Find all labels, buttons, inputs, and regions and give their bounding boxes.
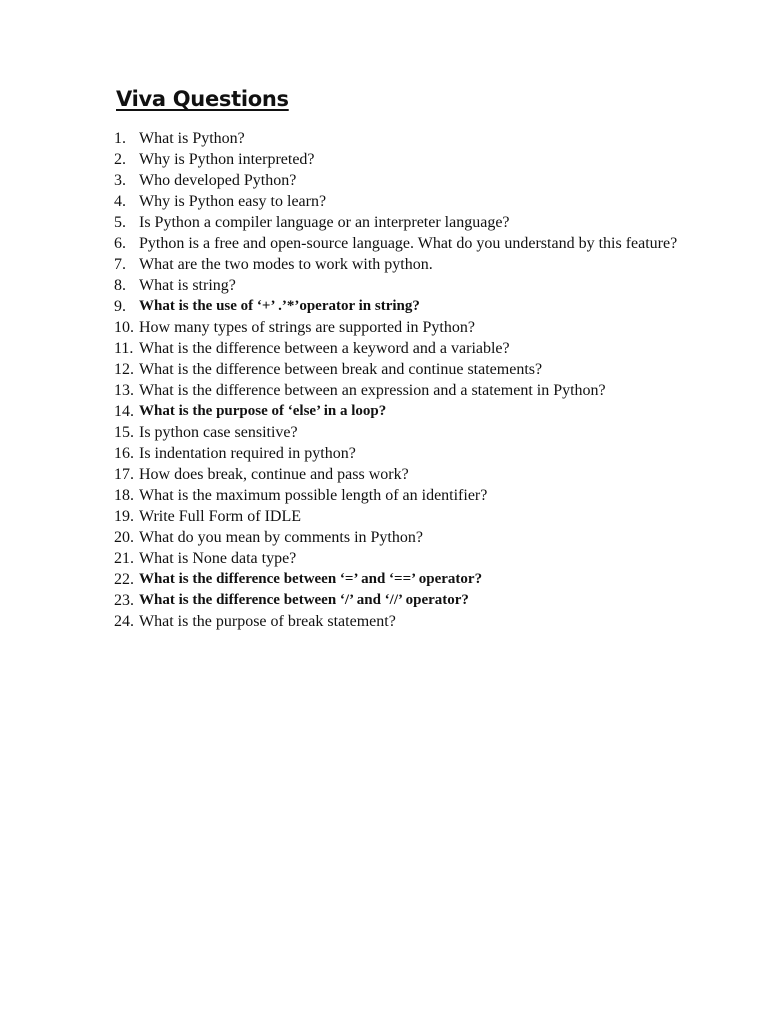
question-number: 24. xyxy=(114,613,134,630)
question-number: 1. xyxy=(114,130,126,147)
question-text: What do you mean by comments in Python? xyxy=(139,529,423,546)
question-number: 18. xyxy=(114,487,134,504)
list-item xyxy=(114,590,714,611)
list-item xyxy=(114,443,714,464)
question-number: 19. xyxy=(114,508,134,525)
list-item xyxy=(114,275,714,296)
question-text: Is Python a compiler language or an interpreter language? xyxy=(139,214,510,231)
question-number: 14. xyxy=(114,403,134,420)
list-item xyxy=(114,611,714,632)
question-list xyxy=(114,128,714,632)
list-item xyxy=(114,212,714,233)
question-text: What is the purpose of break statement? xyxy=(139,613,396,630)
list-item xyxy=(114,464,714,485)
question-text: Write Full Form of IDLE xyxy=(139,508,301,525)
question-number: 11. xyxy=(114,340,134,357)
question-number: 2. xyxy=(114,151,126,168)
question-text: What is the use of ‘+’ .’*’operator in string? xyxy=(139,298,420,314)
list-item xyxy=(114,380,714,401)
list-item xyxy=(114,296,714,317)
list-item xyxy=(114,422,714,443)
question-text: Is python case sensitive? xyxy=(139,424,298,441)
question-text: What is the difference between an expression and a statement in Python? xyxy=(139,382,606,399)
question-number: 12. xyxy=(114,361,134,378)
question-text: What is the purpose of ‘else’ in a loop? xyxy=(139,403,387,419)
question-text: Who developed Python? xyxy=(139,172,297,189)
page-title: Viva Questions xyxy=(116,87,289,111)
question-number: 9. xyxy=(114,298,126,315)
question-number: 17. xyxy=(114,466,134,483)
question-number: 15. xyxy=(114,424,134,441)
list-item xyxy=(114,317,714,338)
list-item xyxy=(114,569,714,590)
question-number: 13. xyxy=(114,382,134,399)
question-text: Why is Python interpreted? xyxy=(139,151,315,168)
question-number: 22. xyxy=(114,571,134,588)
question-text: How does break, continue and pass work? xyxy=(139,466,409,483)
question-text: Is indentation required in python? xyxy=(139,445,356,462)
question-number: 3. xyxy=(114,172,126,189)
question-number: 16. xyxy=(114,445,134,462)
question-text: What is the difference between break and continue statements? xyxy=(139,361,543,378)
question-text: Python is a free and open-source language. What do you understand by this feature? xyxy=(139,235,678,252)
question-number: 6. xyxy=(114,235,126,252)
question-text: What are the two modes to work with python. xyxy=(139,256,433,273)
list-item xyxy=(114,338,714,359)
question-text: What is the difference between ‘=’ and ‘==’ operator? xyxy=(139,571,483,587)
question-number: 7. xyxy=(114,256,126,273)
question-number: 23. xyxy=(114,592,134,609)
list-item xyxy=(114,359,714,380)
question-text: What is the maximum possible length of an identifier? xyxy=(139,487,488,504)
question-text: What is None data type? xyxy=(139,550,297,567)
question-text: What is Python? xyxy=(139,130,245,147)
list-item xyxy=(114,170,714,191)
list-item xyxy=(114,128,714,149)
list-item xyxy=(114,548,714,569)
list-item xyxy=(114,401,714,422)
list-item xyxy=(114,149,714,170)
list-item xyxy=(114,527,714,548)
list-item xyxy=(114,254,714,275)
question-text: What is string? xyxy=(139,277,236,294)
list-item xyxy=(114,233,714,254)
question-text: What is the difference between a keyword and a variable? xyxy=(139,340,510,357)
question-text: What is the difference between ‘/’ and ‘//’ operator? xyxy=(139,592,469,608)
question-number: 5. xyxy=(114,214,126,231)
question-number: 10. xyxy=(114,319,134,336)
list-item xyxy=(114,506,714,527)
question-number: 20. xyxy=(114,529,134,546)
list-item xyxy=(114,485,714,506)
question-number: 8. xyxy=(114,277,126,294)
question-number: 21. xyxy=(114,550,134,567)
question-number: 4. xyxy=(114,193,126,210)
question-text: Why is Python easy to learn? xyxy=(139,193,327,210)
question-text: How many types of strings are supported in Python? xyxy=(139,319,475,336)
list-item xyxy=(114,191,714,212)
